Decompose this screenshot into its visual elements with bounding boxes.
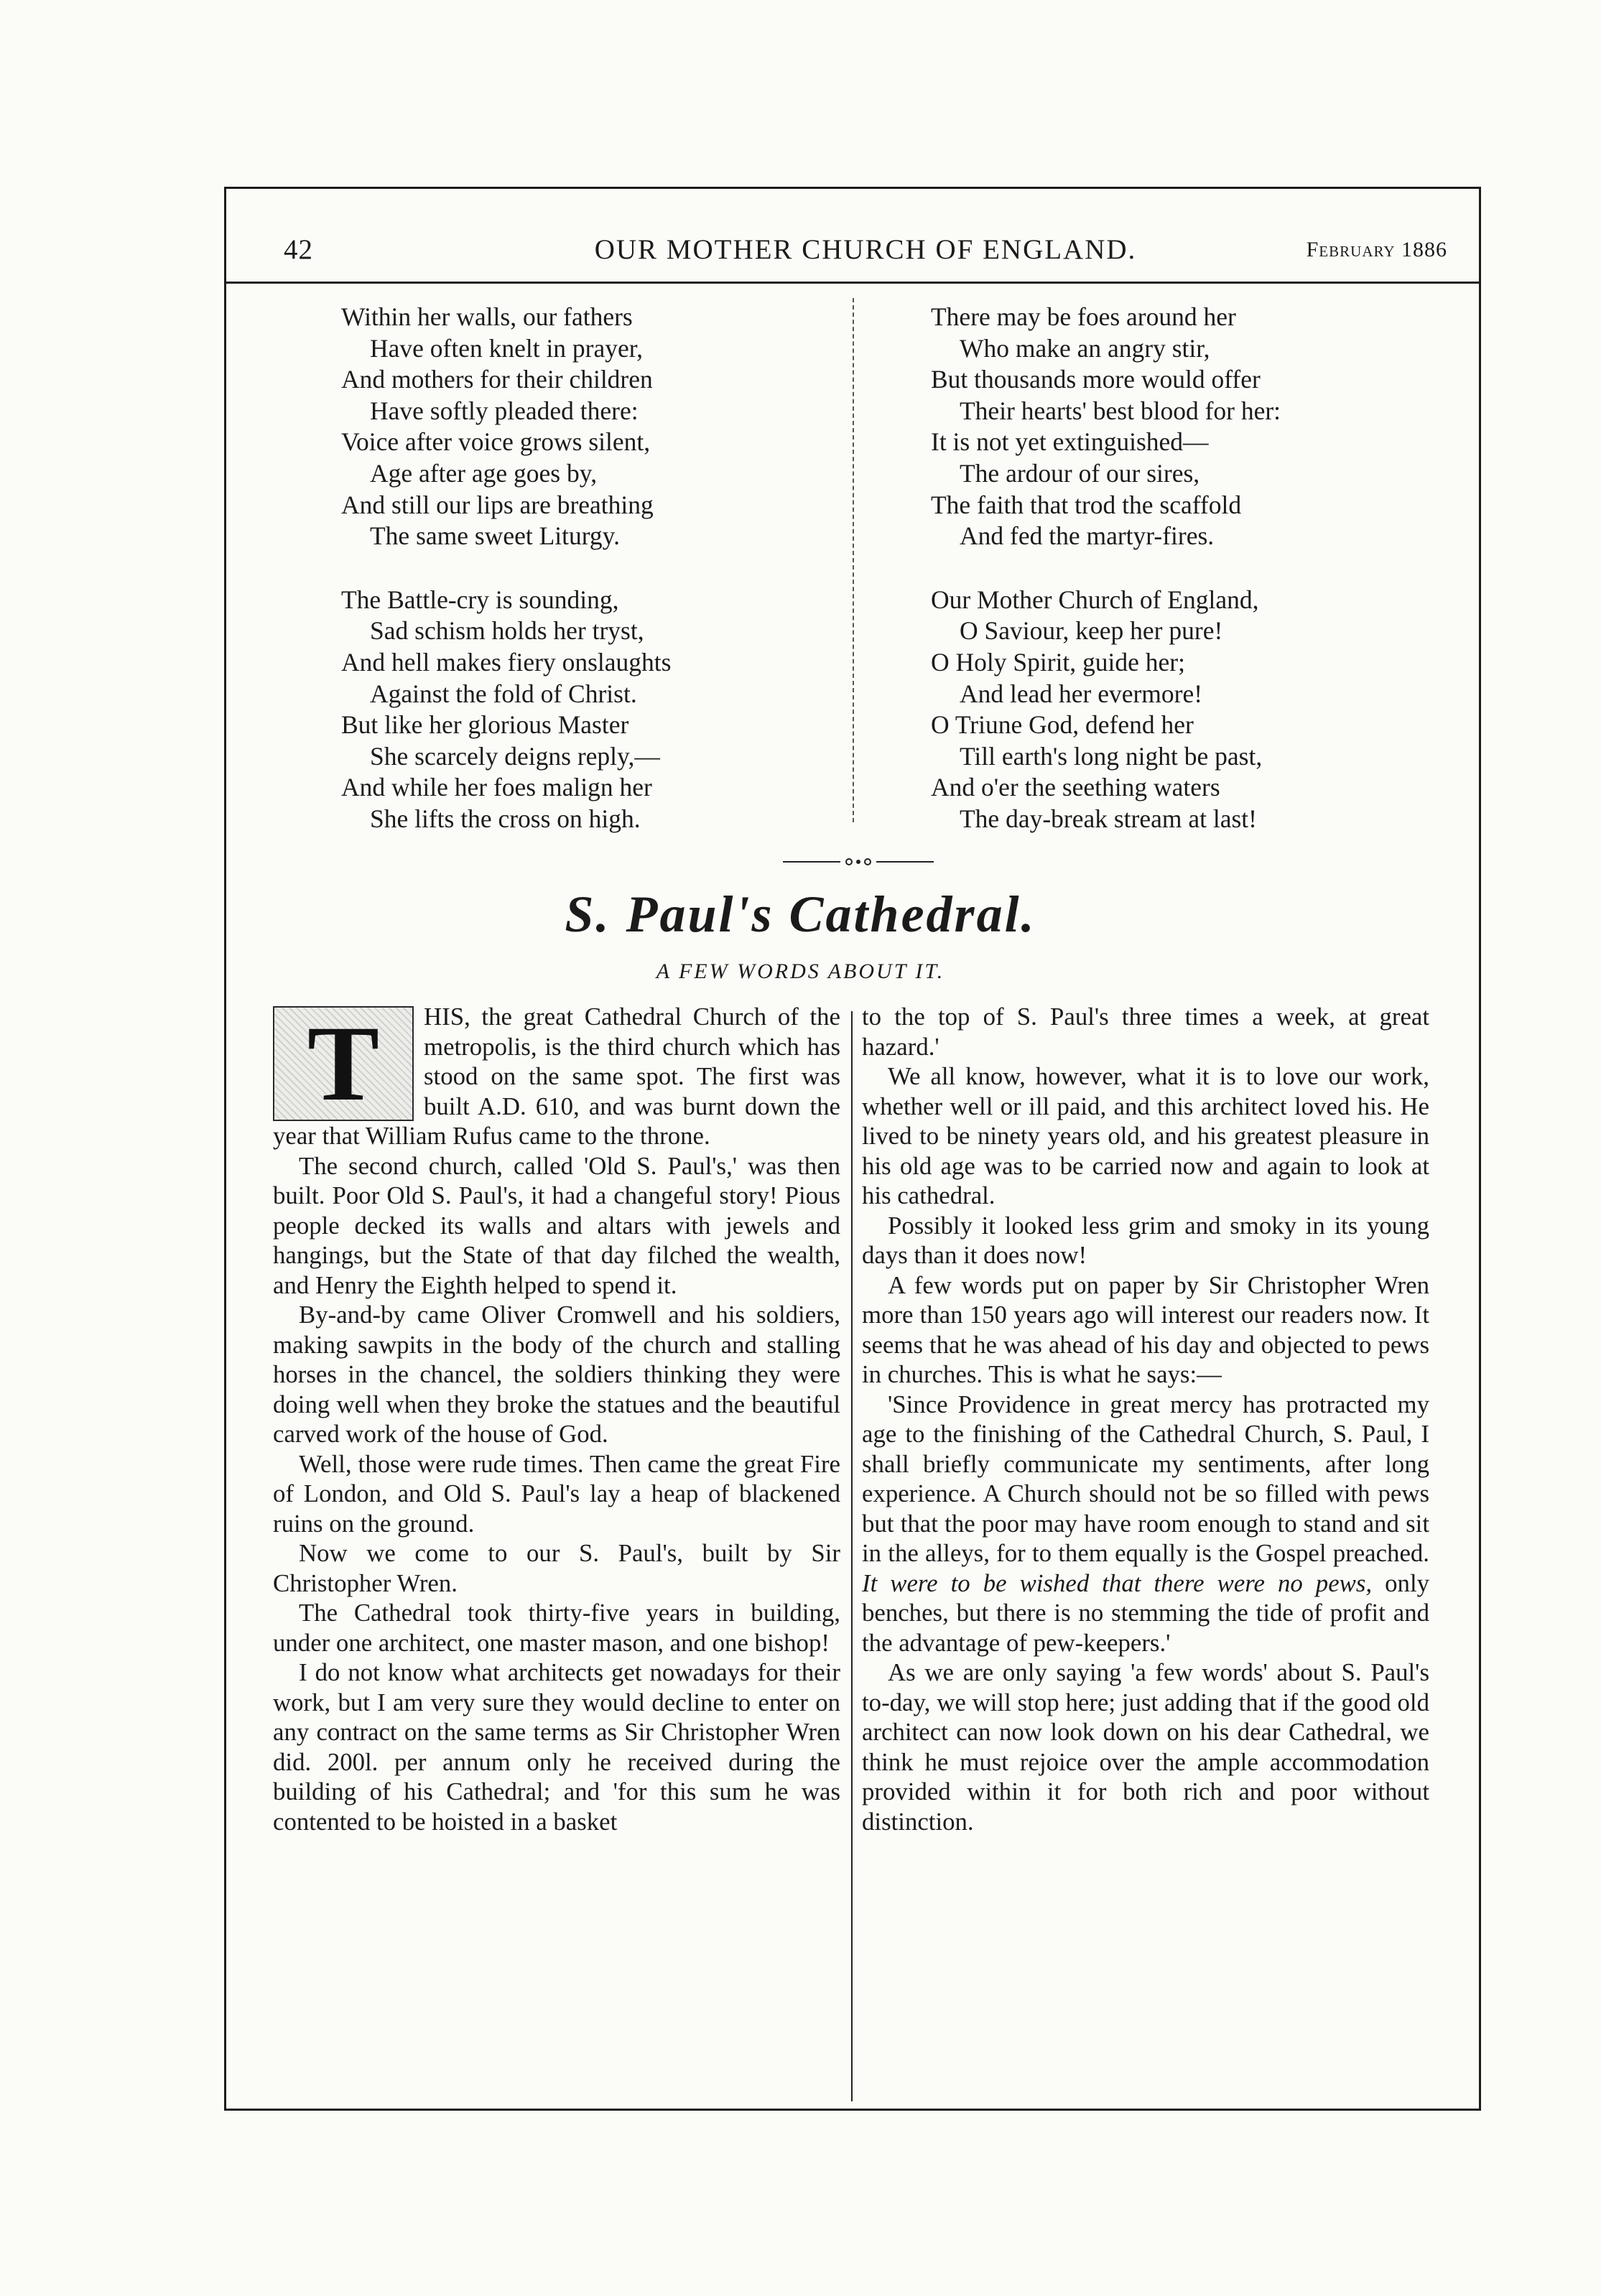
quote-text: 'Since Providence in great mercy has protracted my age to the finishing of the Cathedral Church, S. Paul, I shall briefly communicate my sentiments, after long experience. A Church should not be so filled with pews but that the poor may have room enough to stand and sit in the alleys, for to them equally is the Gospel preached. [862, 1390, 1429, 1567]
poem-line: And still our lips are breathing [341, 490, 654, 519]
poem-left-column [341, 302, 671, 835]
article-paragraph: The second church, called 'Old S. Paul's,' was then built. Poor Old S. Paul's, it had a changeful story! Pious people decked its walls and altars with jewels and hangings, but the State of that day filched the wealth, and Henry the Eighth helped to spend it. [273, 1151, 840, 1299]
page-number: 42 [284, 234, 313, 265]
article-paragraph [273, 1002, 840, 1151]
poem-line: O Triune God, defend her [931, 710, 1194, 740]
issue-date: February 1886 [1306, 238, 1447, 261]
article-paragraph: Possibly it looked less grim and smoky in its young days than it does now! [862, 1211, 1429, 1269]
paragraph-continuation: The first was built A.D. 610, and was burnt down the year that William Rufus came to the throne. [273, 1062, 840, 1150]
poem-line: O Saviour, keep her pure! [960, 616, 1223, 646]
poem-line: There may be foes around her [931, 302, 1236, 331]
article-paragraph: Well, those were rude times. Then came the great Fire of London, and Old S. Paul's lay a heap of blackened ruins on the ground. [273, 1449, 840, 1538]
article-paragraph: By-and-by came Oliver Cromwell and his soldiers, making sawpits in the body of the church and stalling horses in the chancel, the soldiers thinking they were doing well when they broke the statues and the beautiful carved work of the house of God. [273, 1301, 840, 1448]
poem-line: And while her foes malign her [341, 773, 652, 802]
article-title: S. Paul's Cathedral. [565, 886, 1036, 943]
article-column-divider [851, 1011, 853, 2101]
poem-right-column [931, 302, 1281, 835]
poem-line: Voice after voice grows silent, [341, 427, 651, 457]
quote-italic-text: It were to be wished that there were no pews, [862, 1568, 1373, 1597]
poem-line: It is not yet extinguished— [931, 427, 1209, 457]
poem-line: Till earth's long night be past, [960, 741, 1263, 771]
drop-cap-letter: T [307, 1004, 380, 1123]
running-title: OUR MOTHER CHURCH OF ENGLAND. [594, 234, 1137, 265]
poem-line: The ardour of our sires, [960, 458, 1200, 488]
poem-line: Our Mother Church of England, [931, 585, 1259, 614]
ornament-divider [783, 855, 934, 869]
poem-line: The Battle-cry is sounding, [341, 585, 619, 614]
article-left-column [273, 1002, 840, 1836]
drop-cap [273, 1006, 414, 1121]
poem-line: Age after age goes by, [370, 458, 598, 488]
poem-line: But like her glorious Master [341, 710, 629, 740]
poem-line: And o'er the seething waters [931, 773, 1220, 802]
poem-line: The faith that trod the scaffold [931, 490, 1242, 519]
poem-line: And mothers for their children [341, 365, 653, 394]
poem-line: O Holy Spirit, guide her; [931, 647, 1185, 677]
paragraph-opening: HIS, the great Cathedral Church of the metropolis, is the third church which has stood on the same spot. [424, 1003, 840, 1090]
poem-line: Who make an angry stir, [960, 333, 1210, 363]
poem-line: And lead her evermore! [960, 679, 1203, 708]
poem-stanza [341, 302, 671, 552]
poem-stanza [931, 585, 1281, 835]
poem-column-divider [853, 298, 854, 822]
poem-line: Against the fold of Christ. [370, 679, 637, 708]
poem-stanza [341, 585, 671, 835]
poem-stanza [931, 302, 1281, 552]
poem-line: Have softly pleaded there: [370, 396, 639, 425]
article-right-column [862, 1002, 1429, 1836]
poem-line: Sad schism holds her tryst, [370, 616, 644, 646]
poem-line: Their hearts' best blood for her: [960, 396, 1281, 425]
poem-line: And hell makes fiery onslaughts [341, 647, 672, 677]
poem-line: She lifts the cross on high. [370, 804, 641, 833]
wren-quote [862, 1390, 1429, 1658]
article-paragraph: Now we come to our S. Paul's, built by Sir Christopher Wren. [273, 1539, 840, 1597]
poem-line: And fed the martyr-fires. [960, 521, 1215, 551]
article-paragraph: We all know, however, what it is to love our work, whether well or ill paid, and this architect loved his. He lived to be ninety years old, and his greatest pleasure in his old age was to be carried now and again to look at his cathedral. [862, 1062, 1429, 1209]
article-paragraph: to the top of S. Paul's three times a week, at great hazard.' [862, 1003, 1429, 1061]
poem-line: Within her walls, our fathers [341, 302, 633, 331]
poem-line: Have often knelt in prayer, [370, 333, 644, 363]
article-paragraph: As we are only saying 'a few words' about S. Paul's to-day, we will stop here; just adding that if the good old architect can now look down on his dear Cathedral, we think he must rejoice over the ample accommodation provided within it for both rich and poor without distinction. [862, 1658, 1429, 1836]
header-rule [224, 282, 1481, 284]
page-header [284, 233, 1447, 276]
article-paragraph: The Cathedral took thirty-five years in building, under one architect, one master mason, and one bishop! [273, 1599, 840, 1657]
poem-line: The day-break stream at last! [960, 804, 1257, 833]
poem-line: But thousands more would offer [931, 365, 1261, 394]
poem-line: The same sweet Liturgy. [370, 521, 620, 551]
quote-text: only benches, but there is no stemming the tide of profit and the advantage of pew-keepers.' [862, 1568, 1430, 1657]
article-paragraph: I do not know what architects get nowadays for their work, but I am very sure they would decline to enter on any contract on the same terms as Sir Christopher Wren did. 200l. per annum only he received during the building of his Cathedral; and 'for this sum he was contented to be hoisted in a basket [273, 1658, 840, 1836]
poem-line: She scarcely deigns reply,— [370, 741, 660, 771]
article-subtitle: A FEW WORDS ABOUT IT. [656, 959, 945, 983]
article-paragraph: A few words put on paper by Sir Christopher Wren more than 150 years ago will interest our readers now. It seems that he was ahead of his day and objected to pews in churches. This is what he says:— [862, 1270, 1429, 1388]
